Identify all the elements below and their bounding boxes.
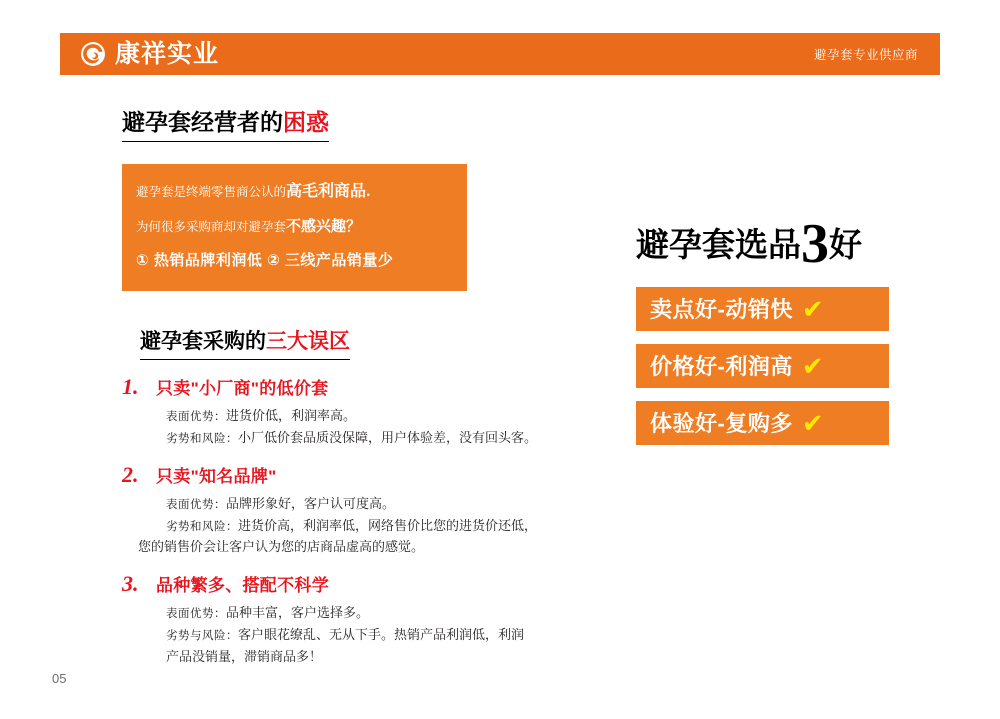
list-item (122, 374, 602, 449)
right-heading-part1: 避孕套选品 (636, 226, 801, 263)
section-title-confusion (122, 108, 329, 142)
benefits-list (636, 287, 936, 445)
callout-line-2-small: 为何很多采购商却对避孕套 (136, 219, 287, 234)
list-item (122, 462, 602, 558)
mistake-body (166, 602, 602, 667)
mistake-title: 品种繁多、搭配不科学 (156, 575, 329, 595)
mistake-row (166, 602, 602, 624)
callout-box (122, 164, 467, 291)
mistake-row-text: 进货价低，利润率高。 (226, 407, 357, 423)
mistake-row-label: 表面优势： (166, 607, 226, 620)
mistake-row-label: 劣势和风险： (166, 520, 238, 533)
mistake-row-label: 劣势与风险： (166, 629, 238, 642)
right-heading (636, 213, 936, 275)
mistake-number: 2. (122, 461, 139, 487)
mistake-row-text: 小厂低价套品质没保障，用户体验差，没有回头客。 (238, 429, 538, 445)
mistake-title: 只卖"小厂商"的低价套 (156, 378, 329, 398)
mistake-row-label: 表面优势： (166, 410, 226, 423)
mistake-row-text: 品种丰富，客户选择多。 (226, 604, 370, 620)
mistake-row (166, 624, 602, 646)
section-title-mistakes (140, 325, 350, 360)
benefit-label: 体验好-复购多 (650, 411, 793, 437)
mistake-continuation: 产品没销量，滞销商品多！ (166, 648, 323, 664)
mistake-number: 3. (122, 570, 139, 596)
mistake-row (166, 427, 602, 449)
section-title-mistakes-plain: 避孕套采购的 (140, 329, 266, 353)
mistake-heading (122, 374, 602, 400)
benefit-item (636, 401, 889, 445)
mistake-row-text: 品牌形象好，客户认可度高。 (226, 495, 396, 511)
section-title-confusion-plain: 避孕套经营者的 (122, 109, 283, 135)
mistake-row-text: 客户眼花缭乱、无从下手。热销产品利润低，利润 (238, 626, 525, 642)
check-icon: ✔ (801, 293, 825, 324)
callout-line-2 (136, 215, 449, 240)
right-heading-part2: 好 (829, 226, 862, 263)
mistake-body (166, 493, 602, 537)
mistake-heading (122, 462, 602, 488)
callout-items: ① 热销品牌利润低 ② 三线产品销量少 (136, 252, 394, 270)
check-icon: ✔ (801, 407, 825, 438)
callout-line-1-big: 高毛利商品. (286, 182, 371, 200)
header-bar (60, 33, 940, 75)
benefit-item (636, 344, 889, 388)
section-title-mistakes-highlight: 三大误区 (266, 329, 350, 353)
header-tagline: 避孕套专业供应商 (813, 48, 918, 62)
mistake-row-label: 表面优势： (166, 498, 226, 511)
right-content-column (636, 213, 936, 445)
callout-line-2-big: 不感兴趣？ (286, 217, 362, 235)
benefit-label: 价格好-利润高 (650, 354, 793, 380)
mistake-number: 1. (122, 373, 139, 399)
mistake-row (166, 515, 602, 537)
section-title-confusion-highlight: 困惑 (283, 109, 329, 135)
callout-line-1 (136, 180, 449, 205)
left-content-column (122, 108, 602, 680)
benefit-label: 卖点好-动销快 (650, 297, 793, 323)
benefit-item (636, 287, 889, 331)
mistake-row (166, 405, 602, 427)
check-icon: ✔ (801, 350, 825, 381)
mistake-title: 只卖"知名品牌" (156, 466, 277, 486)
mistake-row-label: 劣势和风险： (166, 432, 238, 445)
mistake-continuation: 您的销售价会让客户认为您的店商品虚高的感觉。 (138, 539, 425, 555)
mistake-body (166, 405, 602, 449)
company-name: 康祥实业 (115, 39, 220, 68)
page-number: 05 (52, 671, 67, 686)
right-heading-number: 3 (801, 213, 829, 275)
mistake-row-text: 进货价高，利润率低，网络售价比您的进货价还低， (238, 517, 538, 533)
swirl-logo-icon (80, 41, 106, 67)
mistakes-list (122, 374, 602, 668)
list-item (122, 571, 602, 667)
mistake-heading (122, 571, 602, 597)
mistake-row (166, 493, 602, 515)
callout-line-1-small: 避孕套是终端零售商公认的 (136, 184, 287, 199)
